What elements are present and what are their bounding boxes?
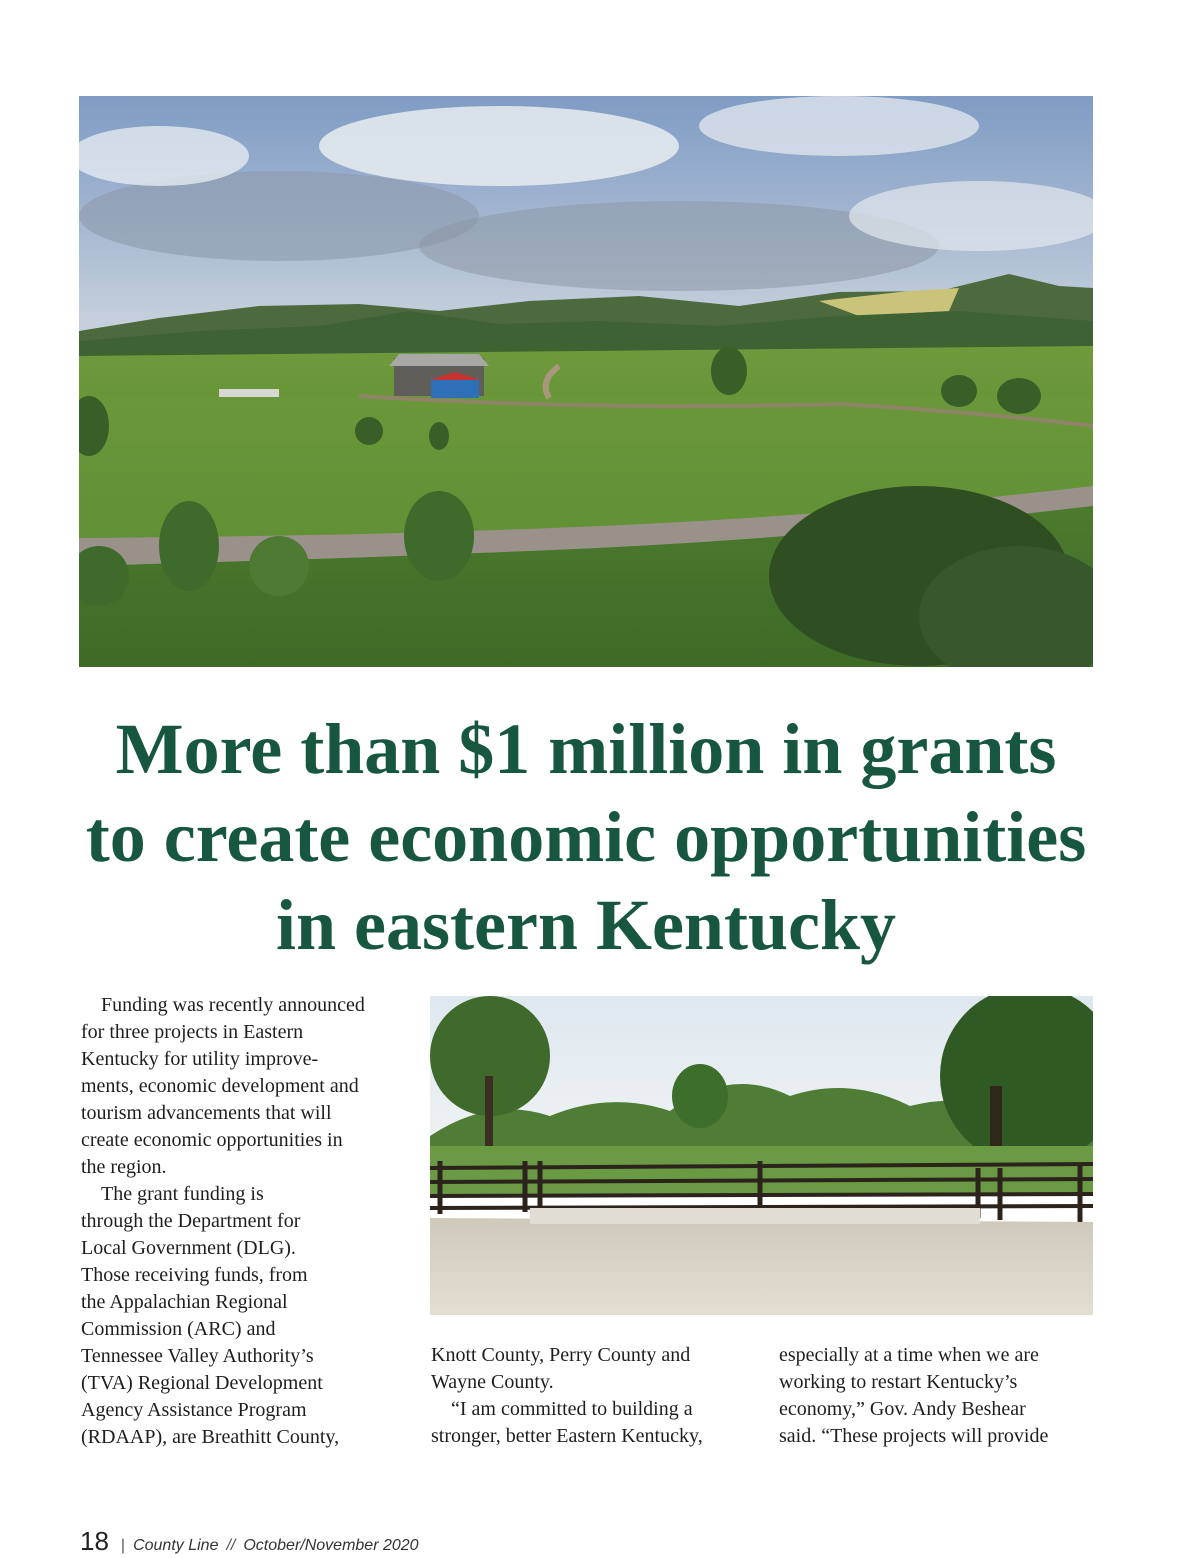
publication-name: County Line	[133, 1537, 219, 1554]
text-line: especially at a time when we are	[779, 1344, 1039, 1366]
text-line: the Appalachian Regional	[81, 1291, 288, 1313]
headline	[60, 705, 1112, 969]
text-line: stronger, better Eastern Kentucky,	[431, 1425, 703, 1447]
paragraph	[431, 1396, 741, 1423]
text-line: Tennessee Valley Authority’s	[81, 1345, 314, 1367]
text-line: Knott County, Perry County and	[431, 1344, 691, 1366]
text-line: ments, economic development and	[81, 1075, 359, 1097]
text-line: for three projects in Eastern	[81, 1021, 304, 1043]
text-line: The grant funding is	[101, 1183, 264, 1205]
headline-line-1: More than $1 million in grants	[115, 709, 1057, 789]
page-footer	[80, 1526, 419, 1557]
footer-separator: |	[120, 1537, 126, 1554]
headline-line-3: in eastern Kentucky	[276, 885, 896, 965]
text-line: tourism advancements that will	[81, 1102, 332, 1124]
text-line: the region.	[81, 1156, 167, 1178]
text-line: Wayne County.	[431, 1371, 554, 1393]
footer-slashes: //	[226, 1537, 236, 1554]
text-line: said. “These projects will provide	[779, 1425, 1049, 1447]
issue-date: October/November 2020	[243, 1537, 419, 1554]
text-line: Those receiving funds, from	[81, 1264, 308, 1286]
headline-line-2: to create economic opportunities	[85, 797, 1087, 877]
article-column-3	[779, 1342, 1099, 1450]
text-line: Kentucky for utility improve-	[81, 1048, 319, 1070]
article-column-1	[81, 992, 401, 1451]
paragraph	[81, 1181, 401, 1208]
text-line: Funding was recently announced	[101, 994, 365, 1016]
paragraph	[81, 992, 401, 1019]
hero-landscape-photo	[79, 96, 1093, 667]
text-line: Agency Assistance Program	[81, 1399, 307, 1421]
text-line: working to restart Kentucky’s	[779, 1371, 1018, 1393]
page-number: 18	[80, 1526, 109, 1556]
article-column-2	[431, 1342, 741, 1450]
text-line: Commission (ARC) and	[81, 1318, 276, 1340]
text-line: through the Department for	[81, 1210, 301, 1232]
text-line: (TVA) Regional Development	[81, 1372, 323, 1394]
text-line: (RDAAP), are Breathitt County,	[81, 1426, 340, 1448]
text-line: “I am committed to building a	[451, 1398, 693, 1420]
corral-photo	[430, 996, 1093, 1315]
text-line: create economic opportunities in	[81, 1129, 343, 1151]
text-line: Local Government (DLG).	[81, 1237, 296, 1259]
text-line: economy,” Gov. Andy Beshear	[779, 1398, 1026, 1420]
